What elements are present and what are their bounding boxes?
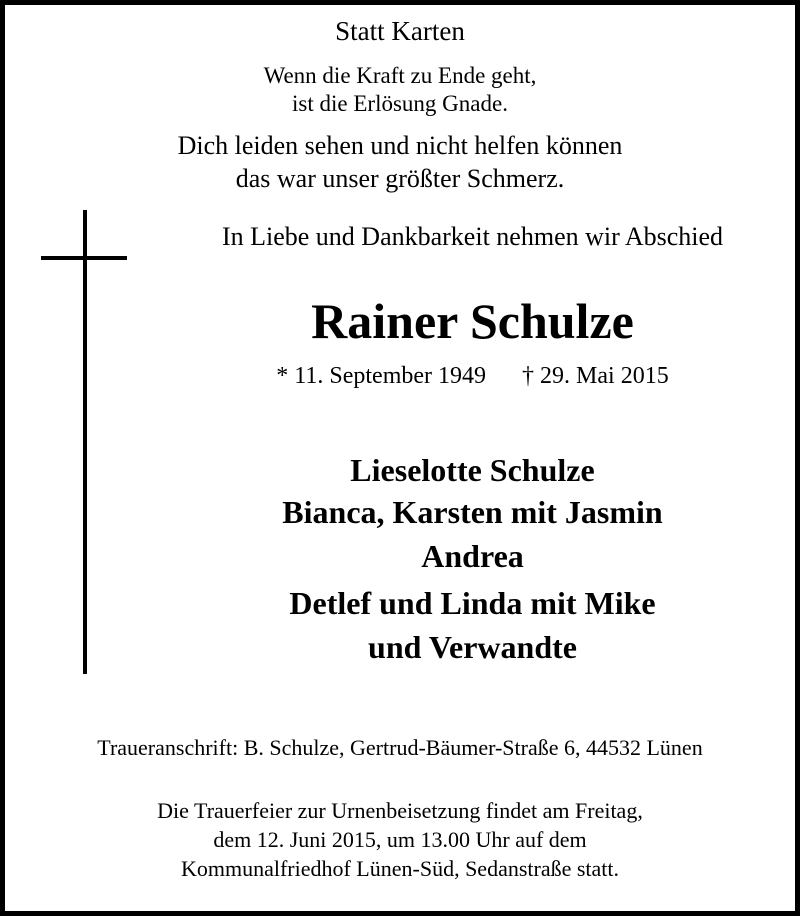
farewell-intro: In Liebe und Dankbarkeit nehmen wir Abschied [221, 222, 724, 251]
birth-date: * 11. September 1949 [276, 363, 487, 389]
ceremony-line-1: Die Trauerfeier zur Urnenbeisetzung findet am Freitag, [157, 798, 643, 823]
mourning-address: Traueranschrift: B. Schulze, Gertrud-Bäumer-Straße 6, 44532 Lünen [97, 735, 703, 760]
cross-vertical-bar [83, 210, 87, 674]
verse-line-2: das war unser größter Schmerz. [235, 164, 565, 193]
cross-icon [41, 210, 127, 674]
mourner-line-5: und Verwandte [368, 629, 577, 665]
mourner-line-3: Andrea [421, 538, 524, 574]
ceremony-line-2: dem 12. Juni 2015, um 13.00 Uhr auf dem [213, 827, 587, 852]
mourner-line-2: Bianca, Karsten mit Jasmin [282, 494, 663, 530]
quote-line-2: ist die Erlösung Gnade. [292, 91, 508, 116]
deceased-name: Rainer Schulze [311, 293, 634, 349]
mourner-line-4: Detlef und Linda mit Mike [289, 585, 656, 621]
ceremony-line-3: Kommunalfriedhof Lünen-Süd, Sedanstraße statt. [180, 856, 620, 881]
mourner-line-1: Lieselotte Schulze [350, 452, 595, 488]
header-text: Statt Karten [335, 16, 465, 46]
death-date: † 29. Mai 2015 [522, 363, 669, 389]
quote-line-1: Wenn die Kraft zu Ende geht, [263, 63, 537, 88]
verse-line-1: Dich leiden sehen und nicht helfen können [177, 131, 623, 160]
life-dates [150, 364, 795, 388]
cross-horizontal-bar [41, 256, 127, 260]
